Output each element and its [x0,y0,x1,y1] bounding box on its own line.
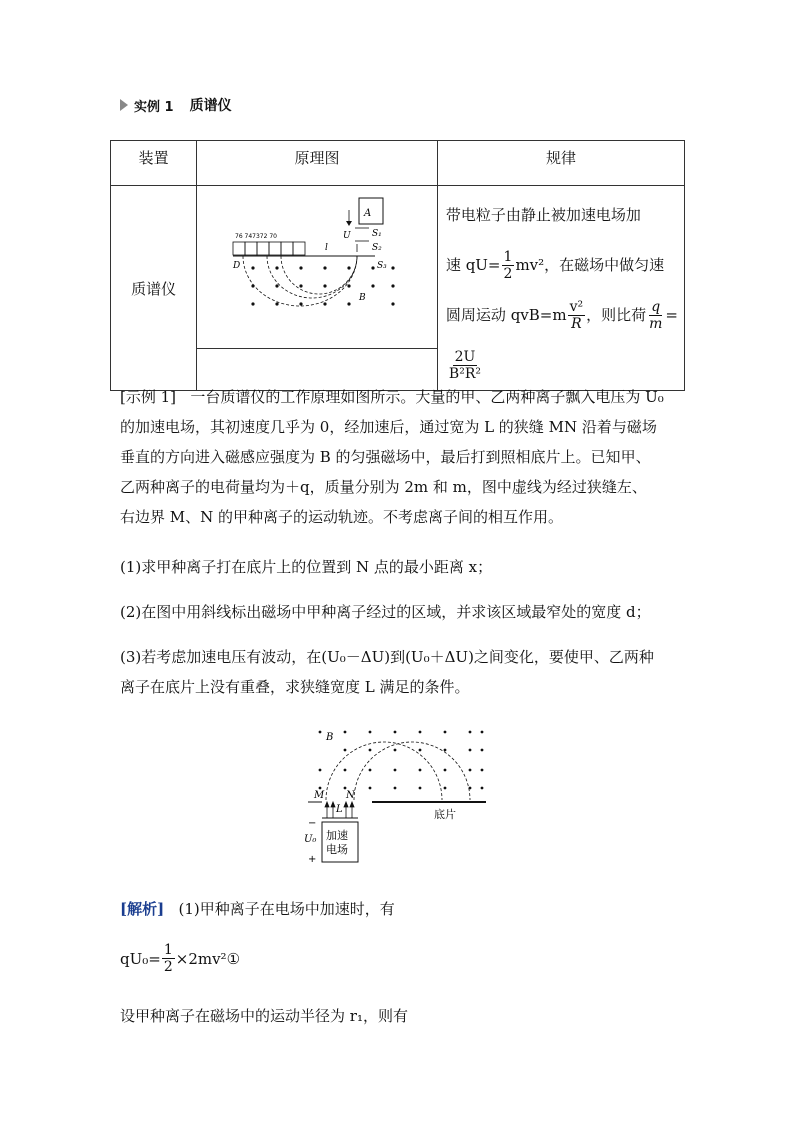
label-b2: B [326,732,334,743]
example-line-3: 垂直的方向进入磁感应强度为 B 的匀强磁场中，最后打到照相底片上。已知甲、 [120,448,651,466]
rule-line-1: 带电粒子由静止被加速电场加 [445,205,641,224]
rule-cell [437,186,684,391]
label-n: N [346,790,355,801]
question-1: (1)求甲种离子打在底片上的位置到 N 点的最小距离 x； [120,558,493,576]
label-u0: U₀ [304,834,317,845]
label-plus: + [308,854,317,865]
solution-tag: [解析] [120,900,165,918]
acceleration-box [322,822,358,862]
example-line-4: 乙两种离子的电荷量均为＋q，质量分别为 2m 和 m，图中虚线为经过狭缝左、 [120,478,647,496]
solution-line-1: [解析] (1)甲种离子在电场中加速时，有 [120,900,395,918]
label-u: U [343,230,351,241]
header-device: 装置 [111,141,197,186]
section-title: 质谱仪 [189,98,232,114]
question-3: (3)若考虑加速电压有波动，在(U₀－ΔU)到(U₀＋ΔU)之间变化，要使甲、乙两种 离子在底片上没有重叠，求狭缝宽度 L 满足的条件。 [120,648,654,696]
mass-spectrometer-table [110,140,685,391]
label-l: l [325,242,329,253]
rule-line-3: 圆周运动 qvB=m $\frac{\text{v²}}{R}$ ，则比荷 $\frac{q}{m}$ = [445,298,678,332]
example-figure [300,722,490,872]
triangle-bullet-icon [120,99,128,111]
label-s2: S₂ [372,242,382,253]
label-s1: S₁ [372,228,382,239]
question-2: (2)在图中用斜线标出磁场中甲种离子经过的区域，并求该区域最窄处的宽度 d； [120,603,651,621]
rule-line-4: $\frac{2U}{\text{B²R²}}$ [448,348,481,382]
solution-equation: qU₀= $\frac{1}{2}$ ×2mv²① [120,942,241,975]
example-line-1: 一台质谱仪的工作原理如图所示。大量的甲、乙两种离子飘入电压为 U₀ [190,388,664,406]
diagram-cell [197,186,438,349]
label-m: M [314,790,325,801]
label-ticks: 76 747372 70 [235,232,278,240]
box-label-1: 加速 [326,829,348,842]
label-b: B [359,292,366,303]
example-line-2: 的加速电场，其初速度几乎为 0，经加速后，通过宽为 L 的狭缝 MN 沿着与磁场 [120,418,657,436]
spectrometer-diagram [197,188,435,346]
example-paragraph [120,382,680,532]
header-rule: 规律 [437,141,684,186]
section-prefix: 实例 1 [134,99,174,115]
field-dots [319,731,484,790]
label-film: 底片 [434,808,456,821]
header-diagram: 原理图 [197,141,438,186]
label-a: A [364,207,372,219]
label-minus: − [308,818,317,829]
label-L: L [336,804,343,815]
solution-line-3: 设甲种离子在磁场中的运动半径为 r₁，则有 [120,1007,408,1025]
label-s3: S₃ [377,260,387,271]
example-tag: [示例 1] [120,388,177,406]
section-header [120,95,232,115]
example-line-5: 右边界 M、N 的甲种离子的运动轨迹。不考虑离子间的相互作用。 [120,508,564,526]
box-label-2: 电场 [326,843,348,856]
rule-line-2: 速 qU= $\frac{1}{2}$ mv²，在磁场中做匀速 [445,248,665,282]
device-name: 质谱仪 [131,279,177,298]
label-d: D [233,260,241,271]
device-cell [111,186,197,391]
